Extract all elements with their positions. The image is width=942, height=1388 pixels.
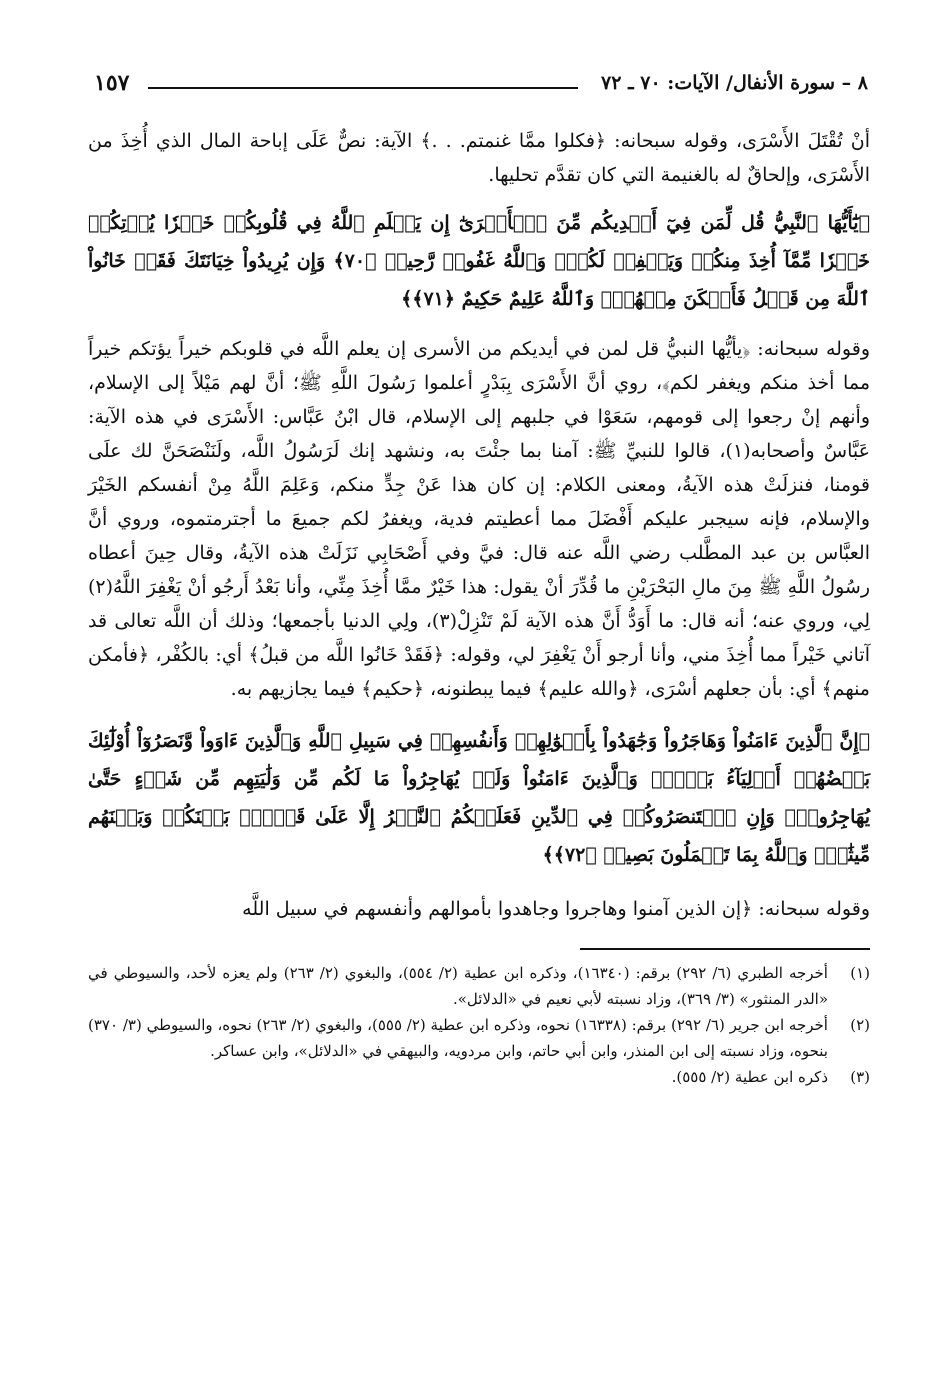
footnote-item — [88, 960, 870, 1012]
quran-verses-70-71: ﴿يَٰٓأَيُّهَا ٱلنَّبِيُّ قُل لِّمَن فِيٓ أَيۡدِيكُم مِّنَ ٱلۡأَسۡرَىٰٓ إِن يَعۡلَمِ ٱللَّهُ فِي قُلُوبِكُمۡ خَيۡرٗا يُؤۡتِكُمۡ خَيۡرٗا مِّمَّآ أُخِذَ مِنكُمۡ وَيَغۡفِرۡ لَكُمۡۚ وَٱللَّهُ غَفُورٞ رَّحِيمٞ ﴿٧٠﴾ وَإِن يُرِيدُواْ خِيَانَتَكَ فَقَدۡ خَانُواْ ٱللَّهَ مِن قَبۡلُ فَأَمۡكَنَ مِنۡهُمۡۗ وَٱللَّهُ عَلِيمٌ حَكِيمٌ ﴿٧١﴾﴾ — [88, 212, 870, 310]
quran-verse-72: ﴿إِنَّ ٱلَّذِينَ ءَامَنُواْ وَهَاجَرُواْ وَجَٰهَدُواْ بِأَمۡوَٰلِهِمۡ وَأَنفُسِهِمۡ فِي سَبِيلِ ٱللَّهِ وَٱلَّذِينَ ءَاوَواْ وَّنَصَرُوٓاْ أُوْلَٰٓئِكَ بَعۡضُهُمۡ أَوۡلِيَآءُ بَعۡضٖۚ وَٱلَّذِينَ ءَامَنُواْ وَلَمۡ يُهَاجِرُواْ مَا لَكُم مِّن وَلَٰيَتِهِم مِّن شَيۡءٍ حَتَّىٰ يُهَاجِرُواْۚ وَإِنِ ٱسۡتَنصَرُوكُمۡ فِي ٱلدِّينِ فَعَلَيۡكُمُ ٱلنَّصۡرُ إِلَّا عَلَىٰ قَوۡمِۭ بَيۡنَكُمۡ وَبَيۡنَهُم مِّيثَٰقٞۗ وَٱللَّهُ بِمَا تَعۡمَلُونَ بَصِيرٞ ﴿٧٢﴾﴾ — [88, 730, 870, 866]
commentary-paragraph-2: وقوله سبحانه: ﴿يأيُّها النبيُّ قل لمن في أيديكم من الأسرى إن يعلم اللَّه في قلوبكم خيراً يؤتكم خيراً مما أخذ منكم ويغفر لكم﴾، روي أنَّ الأَسْرَى بِبَدْرٍ أعلموا رَسُولَ اللَّهِ ﷺ؛ أنَّ لهم مَيْلاً إلى الإسلام، وأنهم إنْ رجعوا إلى قومهم، سَعَوْا في جلبهم إلى الإسلام، قال ابْنُ عَبَّاس: الأَسْرَى في هذه الآية: عَبَّاسٌ وأصحابه(١)، قالوا للنبيِّ ﷺ: آمنا بما جئْتَ به، ونشهد إنك لَرَسُولُ اللَّه، ولَنَنْصَحَنَّ لك علَى قومنا، فنزلَتْ هذه الآيةُ، ومعنى الكلام: إن كان هذا عَنْ جِدٍّ منكم، وَعَلِمَ اللَّهُ مِنْ أنفسكم الخَيْرَ والإسلام، فإنه سيجبر عليكم أَفْضَلَ مما أعطيتم فدية، ويغفرُ لكم جميعَ ما أجترمتموه، وروي أنَّ العبَّاس بن عبد المطَّلب رضي اللَّه عنه قال: فيَّ وفي أَصْحَابِي نَزَلَتْ هذه الآيةُ، وقال حِينَ أعطاه رسُولُ اللَّهِ ﷺ مِنَ مالِ البَحْرَيْنِ ما قُدِّرَ أنْ يقول: هذا خَيْرٌ ممَّا أُخِذَ مِنِّي، وأنا بَعْدُ أَرجُو أنْ يَغْفِرَ اللَّهُ(٢) لِي، وروي عنه؛ أنه قال: ما أَوَدُّ أَنَّ هذه الآية لَمْ تَنْزِلْ(٣)، ولِي الدنيا بأجمعها؛ وذلك أن اللَّه تعالى قد آتاني خَيْراً مما أُخِذَ مني، وأنا أرجو أَنْ يَغْفِرَ لي، وقوله: ﴿فَقَدْ خَانُوا اللَّه من قبلُ﴾ أي: بالكُفْر، ﴿فأمكن منهم﴾ أي: بأن جعلهم أسْرَى، ﴿والله عليم﴾ فيما يبطنونه، ﴿حكيم﴾ فيما يجازيهم به. — [88, 338, 870, 700]
page-header — [88, 66, 870, 102]
footnotes — [88, 960, 870, 1090]
footnote-number: (٣) — [850, 1068, 870, 1086]
commentary-paragraph-3: وقوله سبحانه: ﴿إن الذين آمنوا وهاجروا وجاهدوا بأموالهم وأنفسهم في سبيل اللَّه — [242, 898, 870, 920]
page — [88, 66, 870, 1090]
footnote-text: ذكره ابن عطية (٢/ ٥٥٥). — [671, 1068, 828, 1086]
page-number: ١٥٧ — [94, 70, 130, 96]
footnote-number: (١) — [850, 964, 870, 982]
footnote-separator — [580, 948, 870, 950]
commentary-paragraph-1: أنْ تُقْتَلَ الأَسْرَى، وقوله سبحانه: ﴿فكلوا ممَّا غنمتم. . .﴾ الآية: نصٌّ عَلَى إباحة المال الذي أُخِذَ من الأَسْرَى، وإلحاقٌ له بالغنيمة التي كان تقدَّم تحليها. — [88, 130, 870, 186]
footnote-text: أخرجه الطبري (٦/ ٢٩٢) برقم: (١٦٣٤٠)، وذكره ابن عطية (٢/ ٥٥٤)، والبغوي (٢/ ٢٦٣) ولم يعزه لأحد، والسيوطي في «الدر المنثور» (٣/ ٣٦٩)، وزاد نسبته لأبي نعيم في «الدلائل». — [88, 964, 828, 1008]
footnote-item — [88, 1012, 870, 1064]
chapter-title: ٨ – سورة الأنفال/ الآيات: ٧٠ ـ ٧٢ — [601, 72, 868, 94]
footnote-item — [88, 1064, 870, 1090]
footnote-text: أخرجه ابن جرير (٦/ ٢٩٢) برقم: (١٦٣٣٨) نحوه، وذكره ابن عطية (٢/ ٥٥٥)، والبغوي (٢/ ٢٦٣) نحوه، والسيوطي (٣/ ٣٧٠) بنحوه، وزاد نسبته إلى ابن المنذر، وابن أبي حاتم، وابن مردويه، والبيهقي في «الدلائل»، وابن عساكر. — [88, 1016, 828, 1060]
header-rule — [148, 87, 578, 89]
footnote-number: (٢) — [850, 1016, 870, 1034]
